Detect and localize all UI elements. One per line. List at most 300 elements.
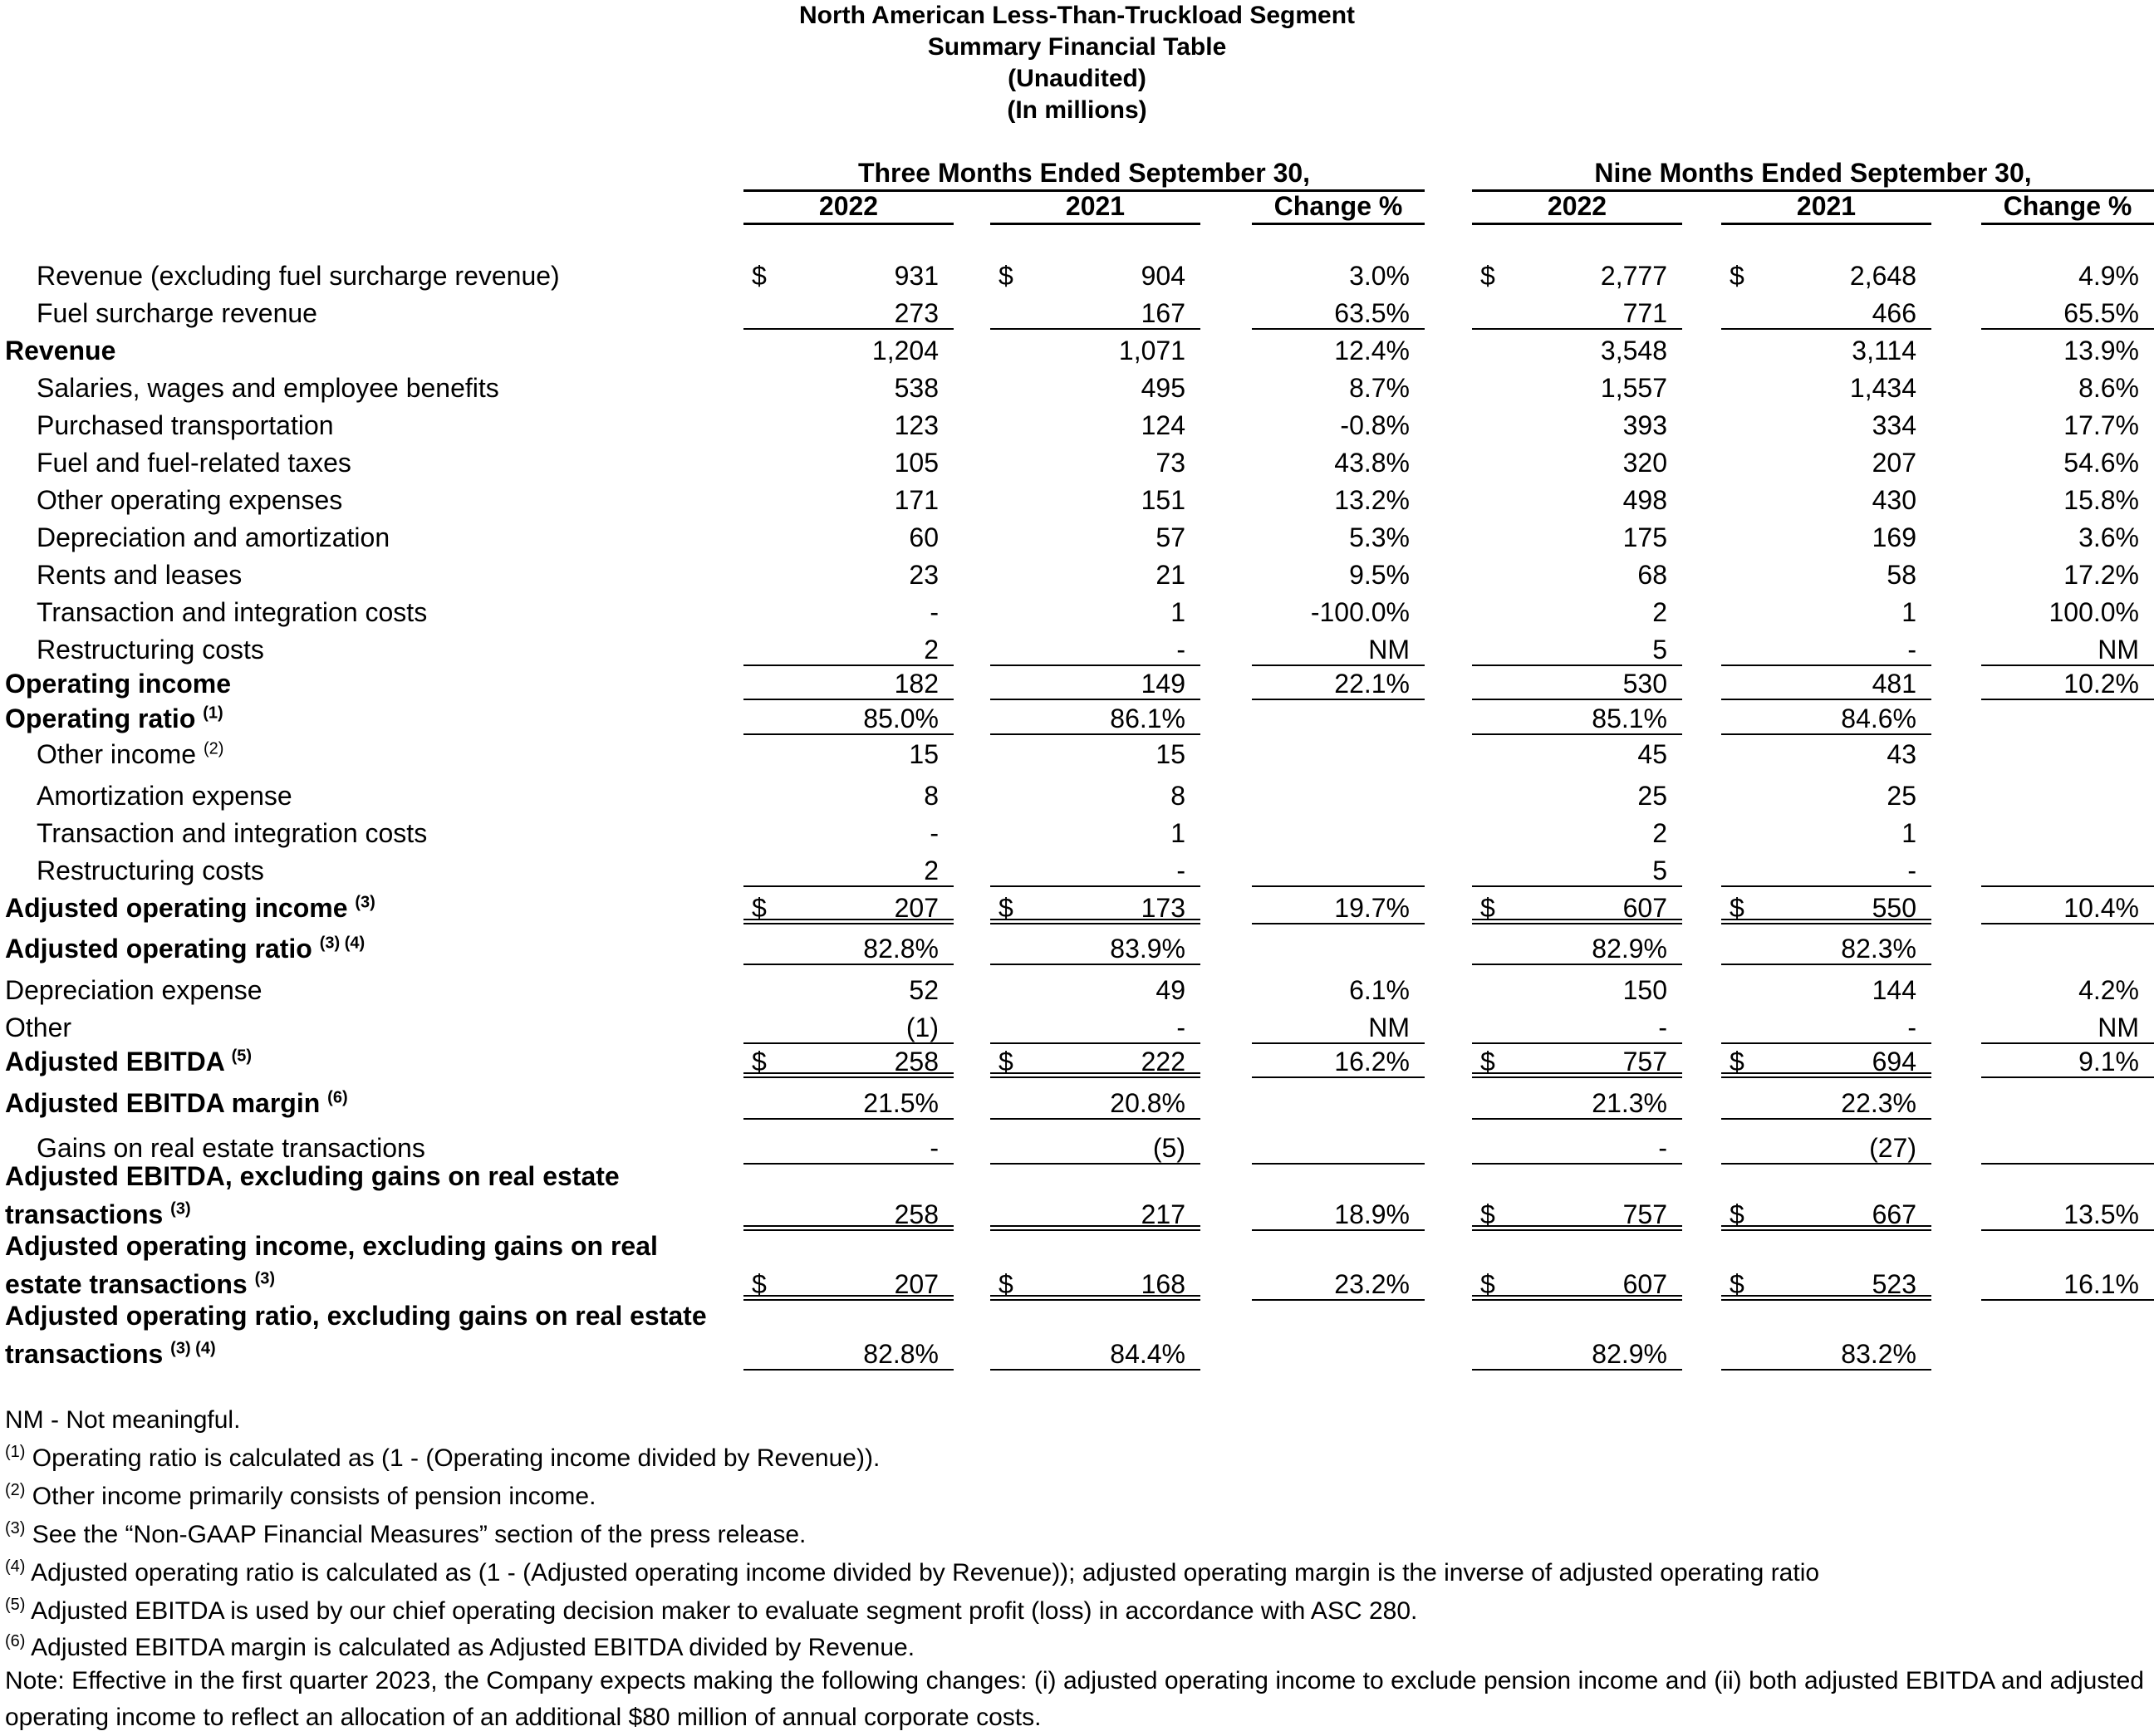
table-cell (743, 596, 954, 629)
table-row (0, 297, 2154, 330)
row-label (5, 1198, 191, 1231)
row-label-text: Amortization expense (37, 781, 292, 811)
table-cell (990, 297, 1200, 330)
cell-value: - (930, 818, 939, 848)
table-cell (1252, 1086, 1425, 1120)
dollar-sign: $ (998, 893, 1013, 923)
table-row (0, 738, 2154, 771)
footnote-text: See the “Non-GAAP Financial Measures” section of the press release. (32, 1521, 807, 1548)
cell-value: 82.8% (863, 934, 939, 964)
table-cell (1981, 259, 2154, 292)
cell-value: 3.0% (1349, 261, 1410, 291)
table-cell (1981, 1268, 2154, 1301)
table-cell (1981, 1337, 2154, 1371)
cell-value: 10.2% (2063, 669, 2139, 699)
table-cell (990, 371, 1200, 405)
cell-value: 63.5% (1334, 298, 1410, 328)
table-cell (990, 1337, 1200, 1371)
cell-value: 15.8% (2063, 485, 2139, 515)
cell-value: 17.2% (2063, 560, 2139, 590)
row-label-text: Adjusted operating ratio (5, 934, 312, 964)
table-cell (743, 297, 954, 330)
cell-value: 175 (1622, 522, 1667, 552)
page-subtitle: Summary Financial Table (927, 33, 1227, 61)
table-cell (1472, 854, 1682, 887)
table-cell (990, 1011, 1200, 1044)
cell-value: 466 (1872, 298, 1916, 328)
table-row (0, 558, 2154, 591)
table-row (0, 596, 2154, 629)
table-cell (1472, 738, 1682, 771)
table-cell (1252, 1045, 1425, 1078)
table-cell (1252, 371, 1425, 405)
row-label-text: Salaries, wages and employee benefits (37, 373, 499, 403)
cell-value: 124 (1141, 410, 1185, 440)
table-cell (1981, 483, 2154, 517)
cell-value: - (1658, 1133, 1667, 1163)
table-cell (1472, 1337, 1682, 1371)
table-cell (1981, 558, 2154, 591)
cell-value: 4.2% (2078, 975, 2139, 1005)
cell-value: 5 (1652, 635, 1667, 664)
col-header-2021-ytd: 2021 (1721, 189, 1931, 225)
footnote-ref: (6) (327, 1088, 348, 1107)
cell-value: NM (2098, 1013, 2139, 1042)
cell-value: 57 (1156, 522, 1185, 552)
table-cell (990, 779, 1200, 812)
footnote-ref: (3) (4) (319, 934, 366, 953)
units-label: (In millions) (1007, 96, 1147, 124)
table-cell (1981, 446, 2154, 479)
table-row (0, 371, 2154, 405)
cell-value: 3,114 (1852, 336, 1916, 365)
row-label-text: Fuel and fuel-related taxes (37, 448, 351, 478)
table-cell (1721, 1011, 1931, 1044)
table-row (0, 259, 2154, 292)
table-cell (1721, 521, 1931, 554)
row-label (37, 817, 427, 850)
table-cell (990, 483, 1200, 517)
cell-value: 49 (1156, 975, 1185, 1005)
cell-value: 21 (1156, 560, 1185, 590)
table-cell (990, 932, 1200, 965)
table-cell (1472, 973, 1682, 1007)
table-cell (1252, 596, 1425, 629)
table-cell (1981, 297, 2154, 330)
table-cell (1472, 558, 1682, 591)
cell-value: 3.6% (2078, 522, 2139, 552)
cell-value: 25 (1637, 781, 1667, 811)
cell-value: 8.7% (1349, 373, 1410, 403)
cell-value: 168 (1141, 1269, 1185, 1299)
row-label-text: Adjusted operating income (5, 893, 348, 923)
table-cell (1981, 596, 2154, 629)
cell-value: 393 (1622, 410, 1667, 440)
table-cell (1252, 483, 1425, 517)
cell-value: 207 (894, 893, 939, 923)
row-label-text: Depreciation and amortization (37, 522, 390, 552)
table-cell (1981, 854, 2154, 887)
table-cell (1472, 334, 1682, 367)
col-header-2022-q3: 2022 (743, 189, 954, 225)
footnote-ref: (1) (203, 704, 223, 723)
cell-value: 84.6% (1841, 704, 1916, 733)
cell-value: 217 (1141, 1199, 1185, 1229)
row-label-text: Revenue (excluding fuel surcharge revenue) (37, 261, 560, 291)
table-cell (1252, 1268, 1425, 1301)
footnote-ref: (3) (170, 1199, 191, 1219)
cell-value: 17.7% (2063, 410, 2139, 440)
cell-value: 13.9% (2063, 336, 2139, 365)
table-cell (743, 1337, 954, 1371)
row-label (5, 702, 223, 735)
footnote (5, 1595, 1417, 1628)
table-cell (1252, 973, 1425, 1007)
cell-value: 771 (1622, 298, 1667, 328)
table-cell (1472, 1198, 1682, 1231)
cell-value: - (1907, 635, 1916, 664)
cell-value: 100.0% (2049, 597, 2139, 627)
table-cell (1472, 297, 1682, 330)
row-label (5, 1086, 348, 1120)
table-cell (1721, 1045, 1931, 1078)
table-cell (1981, 973, 2154, 1007)
table-cell (743, 932, 954, 965)
table-cell (990, 1268, 1200, 1301)
footnote (5, 1480, 596, 1513)
row-label (37, 596, 427, 629)
cell-value: 2 (924, 856, 939, 885)
dollar-sign: $ (752, 1269, 767, 1299)
footnote-marker: (2) (5, 1481, 26, 1499)
footnote (5, 1404, 240, 1437)
table-cell (1472, 1086, 1682, 1120)
row-label-text: Other operating expenses (37, 485, 343, 515)
table-cell (990, 446, 1200, 479)
table-cell (1472, 371, 1682, 405)
note-paragraph: Note: Effective in the first quarter 2023, the Company expects making the following changes: (i) adjusted operating income to exclude pension income and (ii) both adjusted EBITDA and adjusted operating income to reflect an allocation of an additional $80 million of annual corporate costs. (5, 1667, 2144, 1731)
row-label (37, 779, 292, 812)
row-label (5, 1337, 216, 1371)
row-label-text: transactions (5, 1199, 164, 1229)
cell-value: 607 (1622, 1269, 1667, 1299)
row-label-text: Restructuring costs (37, 635, 264, 664)
cell-value: 3,548 (1600, 336, 1667, 365)
cell-value: 1,434 (1849, 373, 1916, 403)
cell-value: 222 (1141, 1047, 1185, 1076)
table-row (0, 817, 2154, 850)
footnote-text: Operating ratio is calculated as (1 - (Operating income divided by Revenue)). (32, 1444, 881, 1472)
table-cell (1252, 446, 1425, 479)
cell-value: 430 (1872, 485, 1916, 515)
cell-value: 18.9% (1334, 1199, 1410, 1229)
table-cell (1252, 891, 1425, 924)
table-cell (1981, 738, 2154, 771)
row-label (5, 334, 115, 367)
cell-value: 2 (1652, 597, 1667, 627)
dollar-sign: $ (998, 1269, 1013, 1299)
row-label-text: Operating income (5, 669, 232, 699)
table-cell (1252, 702, 1425, 735)
row-label (37, 297, 317, 330)
row-label (37, 259, 560, 292)
cell-value: (1) (905, 1013, 939, 1042)
table-cell (1981, 702, 2154, 735)
cell-value: 904 (1141, 261, 1185, 291)
table-cell (1252, 409, 1425, 442)
row-label-text: transactions (5, 1339, 164, 1369)
col-header-change-q3: Change % (1252, 189, 1425, 225)
cell-value: 757 (1622, 1199, 1667, 1229)
table-cell (1981, 1198, 2154, 1231)
table-cell (1721, 596, 1931, 629)
cell-value: NM (1368, 635, 1410, 664)
table-cell (1252, 521, 1425, 554)
cell-value: 82.3% (1841, 934, 1916, 964)
dollar-sign: $ (1730, 1047, 1744, 1076)
row-label-text: Fuel surcharge revenue (37, 298, 317, 328)
table-row (0, 446, 2154, 479)
table-cell (1252, 633, 1425, 666)
table-cell (1472, 932, 1682, 965)
table-cell (1472, 1011, 1682, 1044)
cell-value: 83.2% (1841, 1339, 1916, 1369)
table-row (0, 1337, 2154, 1371)
table-cell (743, 702, 954, 735)
cell-value: - (1658, 1013, 1667, 1042)
table-row (0, 521, 2154, 554)
cell-value: 82.9% (1592, 1339, 1667, 1369)
table-cell (1252, 817, 1425, 850)
dollar-sign: $ (1730, 1269, 1744, 1299)
table-row (0, 1198, 2154, 1231)
cell-value: 173 (1141, 893, 1185, 923)
footnote (5, 1518, 806, 1552)
table-cell (990, 596, 1200, 629)
cell-value: 52 (909, 975, 939, 1005)
table-cell (1472, 521, 1682, 554)
table-cell (1252, 1198, 1425, 1231)
table-cell (990, 973, 1200, 1007)
cell-value: 2,777 (1600, 261, 1667, 291)
table-cell (990, 1198, 1200, 1231)
row-label-text: Other income (37, 739, 197, 769)
table-cell (743, 259, 954, 292)
table-cell (1981, 334, 2154, 367)
row-label-line1: Adjusted EBITDA, excluding gains on real estate (5, 1161, 620, 1191)
dollar-sign: $ (998, 1047, 1013, 1076)
cell-value: 85.1% (1592, 704, 1667, 733)
cell-value: 182 (894, 669, 939, 699)
table-cell (1981, 932, 2154, 965)
dollar-sign: $ (752, 1047, 767, 1076)
footnote-ref: (5) (231, 1047, 253, 1066)
cell-value: 25 (1887, 781, 1916, 811)
table-cell (1981, 1011, 2154, 1044)
table-cell (1472, 891, 1682, 924)
table-cell (1721, 1337, 1931, 1371)
cell-value: 16.1% (2063, 1269, 2139, 1299)
row-label (37, 633, 264, 666)
table-cell (990, 1045, 1200, 1078)
table-cell (1981, 1045, 2154, 1078)
cell-value: - (1907, 856, 1916, 885)
row-label-line1: Adjusted operating ratio, excluding gains on real estate (5, 1301, 707, 1331)
table-cell (1721, 667, 1931, 700)
row-label-text: Adjusted EBITDA margin (5, 1088, 321, 1118)
table-cell (1252, 334, 1425, 367)
table-row (0, 854, 2154, 887)
footnote-text: NM - Not meaningful. (5, 1406, 241, 1434)
cell-value: (27) (1869, 1133, 1916, 1163)
table-cell (743, 633, 954, 666)
cell-value: 82.9% (1592, 934, 1667, 964)
table-row (0, 409, 2154, 442)
table-cell (1981, 633, 2154, 666)
row-label-text: Operating ratio (5, 704, 196, 733)
table-cell (1981, 521, 2154, 554)
table-cell (1472, 409, 1682, 442)
footnote (5, 1631, 915, 1665)
cell-value: 16.2% (1334, 1047, 1410, 1076)
table-row (0, 702, 2154, 735)
cell-value: 83.9% (1110, 934, 1185, 964)
table-cell (743, 1268, 954, 1301)
cell-value: 1 (1901, 818, 1916, 848)
dollar-sign: $ (1730, 893, 1744, 923)
row-label-text: Restructuring costs (37, 856, 264, 885)
cell-value: 538 (894, 373, 939, 403)
col-header-2021-q3: 2021 (990, 189, 1200, 225)
cell-value: 8 (924, 781, 939, 811)
footnote-ref: (2) (203, 739, 224, 758)
table-cell (1721, 1198, 1931, 1231)
table-cell (1252, 932, 1425, 965)
table-cell (1472, 667, 1682, 700)
table-row (0, 891, 2154, 924)
col-header-2022-ytd: 2022 (1472, 189, 1682, 225)
cell-value: 65.5% (2063, 298, 2139, 328)
cell-value: 19.7% (1334, 893, 1410, 923)
table-cell (743, 891, 954, 924)
dollar-sign: $ (1480, 893, 1495, 923)
table-cell (743, 558, 954, 591)
row-label (5, 891, 375, 924)
cell-value: 23 (909, 560, 939, 590)
cell-value: 1 (1170, 818, 1185, 848)
cell-value: 1 (1170, 597, 1185, 627)
footnote-marker: (4) (5, 1557, 26, 1576)
row-label-line1: Adjusted operating income, excluding gains on real (5, 1231, 658, 1261)
cell-value: 149 (1141, 669, 1185, 699)
table-cell (990, 558, 1200, 591)
table-cell (990, 334, 1200, 367)
table-cell (1252, 558, 1425, 591)
footnote-text: Adjusted EBITDA is used by our chief operating decision maker to evaluate segment profit (loss) in accordance with ASC 280. (31, 1597, 1418, 1625)
table-cell (990, 854, 1200, 887)
cell-value: 85.0% (863, 704, 939, 733)
cell-value: 258 (894, 1047, 939, 1076)
footnote-marker: (5) (5, 1596, 26, 1614)
cell-value: - (1176, 856, 1185, 885)
footnote-text: Other income primarily consists of pension income. (32, 1483, 596, 1510)
cell-value: 60 (909, 522, 939, 552)
cell-value: 273 (894, 298, 939, 328)
row-label (5, 973, 263, 1007)
table-cell (1252, 259, 1425, 292)
dollar-sign: $ (1480, 261, 1495, 291)
table-cell (990, 1086, 1200, 1120)
cell-value: 84.4% (1110, 1339, 1185, 1369)
table-cell (1981, 1086, 2154, 1120)
cell-value: -0.8% (1340, 410, 1410, 440)
cell-value: 43.8% (1334, 448, 1410, 478)
table-cell (1721, 297, 1931, 330)
cell-value: 167 (1141, 298, 1185, 328)
cell-value: 12.4% (1334, 336, 1410, 365)
cell-value: 21.5% (863, 1088, 939, 1118)
cell-value: -100.0% (1310, 597, 1410, 627)
cell-value: 607 (1622, 893, 1667, 923)
cell-value: 4.9% (2078, 261, 2139, 291)
cell-value: 169 (1872, 522, 1916, 552)
cell-value: 73 (1156, 448, 1185, 478)
table-cell (743, 1086, 954, 1120)
row-label-text: Revenue (5, 336, 116, 365)
table-cell (1721, 371, 1931, 405)
table-cell (1252, 297, 1425, 330)
table-row (0, 1045, 2154, 1078)
dollar-sign: $ (752, 893, 767, 923)
table-cell (743, 1011, 954, 1044)
cell-value: 1,071 (1118, 336, 1185, 365)
table-cell (990, 521, 1200, 554)
cell-value: - (1176, 1013, 1185, 1042)
table-cell (990, 633, 1200, 666)
dollar-sign: $ (752, 261, 767, 291)
cell-value: 498 (1622, 485, 1667, 515)
row-label-text: Adjusted EBITDA (5, 1047, 224, 1076)
table-cell (1472, 779, 1682, 812)
footnote-text: Adjusted operating ratio is calculated as (1 - (Adjusted operating income divided by Revenue)); adjusted operating margin is the inverse of adjusted operating ratio (31, 1559, 1820, 1586)
row-label (5, 1268, 275, 1301)
row-label (37, 446, 351, 479)
table-cell (1721, 633, 1931, 666)
table-row (0, 667, 2154, 700)
cell-value: 86.1% (1110, 704, 1185, 733)
table-cell (1472, 446, 1682, 479)
table-cell (1981, 371, 2154, 405)
footnote-marker: (6) (5, 1632, 26, 1650)
cell-value: 481 (1872, 669, 1916, 699)
cell-value: 1 (1901, 597, 1916, 627)
table-cell (1472, 1268, 1682, 1301)
cell-value: 1,557 (1600, 373, 1667, 403)
cell-value: 43 (1887, 739, 1916, 769)
table-cell (1981, 409, 2154, 442)
table-cell (743, 446, 954, 479)
cell-value: 22.3% (1841, 1088, 1916, 1118)
footnote (5, 1557, 1819, 1590)
cell-value: 530 (1622, 669, 1667, 699)
cell-value: 10.4% (2063, 893, 2139, 923)
cell-value: - (1907, 1013, 1916, 1042)
row-label (37, 371, 499, 405)
footnote-marker: (3) (5, 1519, 26, 1537)
table-cell (743, 817, 954, 850)
cell-value: 8.6% (2078, 373, 2139, 403)
audit-status: (Unaudited) (1008, 65, 1146, 92)
